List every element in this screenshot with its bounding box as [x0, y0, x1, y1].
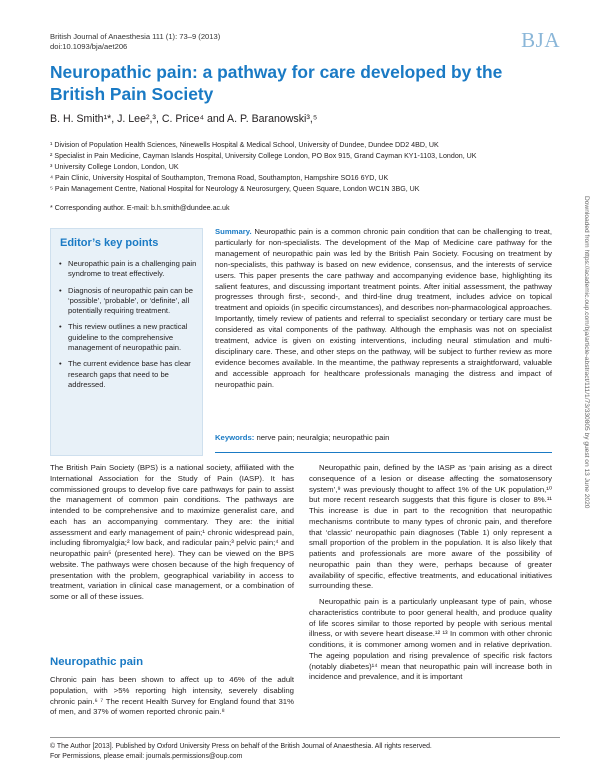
affiliation-2: ² Specialist in Pain Medicine, Cayman Islands Hospital, University College London, PO Box 915, Grand Cayman KY1-1103, London, UK	[50, 151, 477, 160]
copyright-line: © The Author [2013]. Published by Oxford University Press on behalf of the British Journal of Anaesthesia. All rights reserved.	[50, 743, 432, 750]
journal-logo: BJA	[521, 28, 560, 52]
body-column-left	[50, 463, 294, 603]
journal-citation: British Journal of Anaesthesia 111 (1): 73–9 (2013)	[50, 32, 221, 41]
affiliation-1: ¹ Division of Population Health Sciences, Ninewells Hospital & Medical School, University of Dundee, Dundee DD2 4BD, UK	[50, 141, 439, 149]
permissions-line[interactable]: For Permissions, please email: journals.permissions@oup.com	[50, 753, 243, 760]
corresponding-author[interactable]: * Corresponding author. E-mail: b.h.smith@dundee.ac.uk	[50, 203, 230, 212]
body-paragraph: Neuropathic pain, defined by the IASP as ‘pain arising as a direct consequence of a lesion or disease affecting the somatosensory system’,⁹ was previously thought to affect 1% of the UK population,¹⁰ but more recent research suggests that this figure is closer to 8%.¹¹ This increase is due in part to the recognition that neuropathic mechanisms contribute to many types of chronic pain, and therefore that ‘classic’ neuropathic pain diagnoses (Table 1) only represent a small proportion of the problem in the population. It is also likely that patients and professionals are more aware of the possibility of neuropathic pain than they were, perhaps because of greater availability of specific, effective treatments, and educational initiatives surrounding these.	[309, 463, 552, 591]
affiliations	[50, 140, 550, 213]
affiliation-5: ⁵ Pain Management Centre, National Hospital for Neurology & Neurosurgery, Queen Square, London WC1N 3BG, UK	[50, 184, 420, 193]
author-list: B. H. Smith¹*, J. Lee²,³, C. Price⁴ and A. P. Baranowski³,⁵	[50, 113, 318, 125]
body-paragraph: Neuropathic pain is a particularly unpleasant type of pain, whose characteristics contribute to poor general health, and produce quality of life scores similar to those reported by people with serious mental illness, or with severe heart disease.¹² ¹³ In common with other chronic conditions, it is commoner among women and in relative deprivation. The ageing population and rising prevalence of specific risk factors (notably diabetes)¹⁴ mean that neuropathic pain will increase both in incidence and prevalence, and it is important	[309, 597, 552, 682]
key-point-item	[57, 286, 197, 317]
key-point-text: The current evidence base has clear research gaps that need to be addressed.	[68, 359, 191, 389]
key-points-heading: Editor’s key points	[60, 237, 159, 249]
article-title: Neuropathic pain: a pathway for care developed by the British Pain Society	[50, 62, 503, 104]
copyright-footer	[50, 737, 560, 762]
body-paragraph: Chronic pain has been shown to affect up to 46% of the adult population, with >5% reporting high intensity, severely disabling chronic pain.⁶ ⁷ The recent Health Survey for England found that 31% of men, and 37% of women reported chronic pain.⁸	[50, 675, 294, 717]
key-points-box	[50, 228, 203, 456]
bullet-icon: •	[59, 259, 62, 268]
download-watermark-text: Downloaded from https://academic.oup.com/bja/article-abstract/111/1/73/330805 by guest on 13 June 2020	[583, 196, 590, 509]
abstract-summary	[215, 227, 552, 391]
affiliation-spacer	[50, 195, 550, 203]
section-heading: Neuropathic pain	[50, 656, 144, 668]
key-point-text: Neuropathic pain is a challenging pain syndrome to treat effectively.	[68, 259, 197, 279]
affiliation-4: ⁴ Pain Clinic, University Hospital of Southampton, Tremona Road, Southampton, Hampshire SO16 6YD, UK	[50, 173, 389, 182]
key-point-text: This review outlines a new practical guideline to the comprehensive management of neuropathic pain.	[68, 322, 188, 353]
body-column-right	[309, 463, 552, 683]
keywords-text: nerve pain; neuralgia; neuropathic pain	[254, 433, 390, 442]
key-point-item	[57, 359, 197, 390]
keywords-line	[215, 433, 389, 442]
bullet-icon: •	[59, 359, 62, 369]
summary-label: Summary.	[215, 227, 252, 236]
download-watermark	[580, 196, 590, 568]
bullet-icon: •	[59, 322, 62, 332]
abstract-divider	[215, 452, 552, 453]
doi-link[interactable]: doi:10.1093/bja/aet206	[50, 42, 128, 51]
key-points-list	[57, 259, 197, 396]
bullet-icon: •	[59, 285, 62, 295]
key-point-item	[57, 322, 197, 353]
summary-text: Neuropathic pain is a common chronic pain condition that can be challenging to treat, particularly for non-specialists. The development of the Map of Medicine care pathway for the management of neuropathic pain was led by the British Pain Society. Focusing on treatment by non-specialists, this pathway is based on new evidence, consensus, and the interests of service users. This paper presents the care pathway and accompanying evidence base, highlighting its salient features, and discussing important treatment points. After initial assessment, the pathway progresses through first-, second-, and third-line drug treatment, includes advice on topical treatment and opioids (in specific circumstances), and describes non-pharmacological approaches. Importantly, timely review of patients and referral to specialist secondary or tertiary care must be considered as vital components of the pathway. Although the emphasis was not on specialist treatment, advice is given on existing interventions, including neural stimulation and multi-disciplinary care. These, and other steps on the pathway, will be subject to further review as more evidence becomes available. In the meantime, the pathway represents a straightforward, valuable and accessible approach for healthcare professionals managing the distress and impact of neuropathic pain.	[215, 227, 552, 389]
keywords-label: Keywords:	[215, 433, 255, 442]
key-point-item	[57, 259, 197, 280]
body-column-left-lower	[50, 675, 294, 718]
affiliation-3: ³ University College London, London, UK	[50, 162, 179, 171]
key-point-text: Diagnosis of neuropathic pain can be ‘possible’, ‘probable’, or ‘definite’, all potentially requiring treatment.	[68, 285, 193, 316]
body-paragraph: The British Pain Society (BPS) is a national society, affiliated with the International Association for the Study of Pain (IASP). It has commissioned groups to develop five care pathways for pain to assist the management of common pain conditions. The pathways are intended to be comprehensive and to maximize generalist care, and each has an accompanying commentary. They are: the initial assessment and early management of pain;¹ chronic widespread pain, including fibromyalgia;² low back, and radicular pain;³ pelvic pain;⁴ and neuropathic pain⁵ (presented here). They can be viewed on the BPS website. The pathways were chosen because of the high frequency of presentation with the problem, geographical variability in access to treatment, variation in clinical case management, or a combination of some or all of these issues.	[50, 463, 294, 601]
